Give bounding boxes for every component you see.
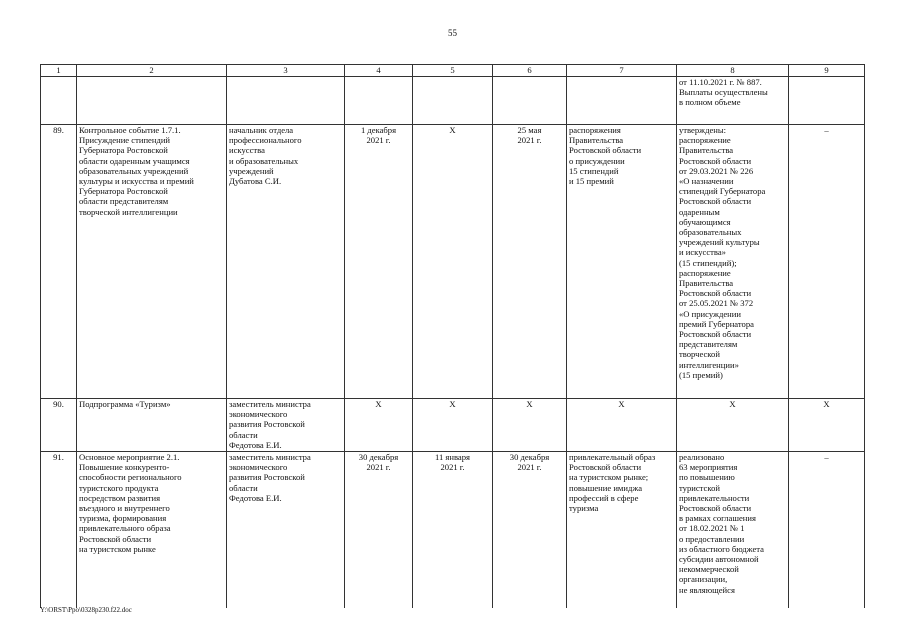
table-cell [677,77,789,125]
table-cell [567,77,677,125]
row-number: 90. [53,399,64,409]
end-date: 25 мая 2021 г. [517,125,542,146]
event-name: Основное мероприятие 2.1. Повышение конкуренто- способности регионального туристского продукта посредством развития въездного и внутреннего туризма, формирования привлекательного образа Ростовской области на туристском рынке [79,452,182,554]
column-header: 9 [789,65,865,77]
report-table [40,64,865,608]
end-date: 30 декабря 2021 г. [509,452,550,473]
note: – [824,125,829,135]
continuation-row [41,77,865,125]
planned-result: привлекательный образ Ростовской области на туристском рынке; повышение имиджа профессий в сфере туризма [569,452,656,514]
column-header: 7 [567,65,677,77]
end-date: Х [526,399,533,409]
column-header: 4 [345,65,413,77]
responsible-person: начальник отдела профессионального искусства и образовательных учреждений Дубатова С.И. [229,125,302,187]
row-number: 89. [53,125,64,135]
table-row [41,399,865,452]
start-date: Х [449,125,456,135]
plan-date: 30 декабря 2021 г. [358,452,399,473]
planned-result: Х [618,399,625,409]
column-header: 5 [413,65,493,77]
event-name: Подпрограмма «Туризм» [79,399,171,409]
column-header: 8 [677,65,789,77]
actual-result: реализовано 63 мероприятия по повышению туристской привлекательности Ростовской области в рамках соглашения от 18.02.2021 № 1 о предоставлении из областного бюджета субсидии автономной некоммерческой организации, не являющейся [679,452,764,595]
footer-file-path: Y:\ORST\Ppo\0328p230.f22.doc [40,606,132,614]
table-cell [789,77,865,125]
table-cell [345,77,413,125]
column-header: 3 [227,65,345,77]
plan-date: 1 декабря 2021 г. [360,125,397,146]
responsible-person: заместитель министра экономического развития Ростовской области Федотова Е.И. [229,452,311,503]
page-number: 55 [448,28,457,38]
column-header: 2 [77,65,227,77]
start-date: Х [449,399,456,409]
planned-result: распоряжения Правительства Ростовской области о присуждении 15 стипендий и 15 премий [569,125,642,187]
table-cell [227,77,345,125]
event-name: Контрольное событие 1.7.1. Присуждение стипендий Губернатора Ростовской области одаренным учащимся образовательных учреждений культуры и искусства и премий Губернатора Ростовской области представителям творческой интеллигенции [79,125,194,217]
column-header: 6 [493,65,567,77]
note: Х [823,399,830,409]
row-number: 91. [53,452,64,462]
start-date: 11 января 2021 г. [435,452,470,473]
plan-date: Х [375,399,382,409]
table-cell [77,77,227,125]
table-header-row [41,65,865,77]
table-row [41,452,865,609]
actual-result: утверждены: распоряжение Правительства Ростовской области от 29.03.2021 № 226 «О назначении стипендий Губернатора Ростовской области одаренным обучающимся образовательных учреждений культуры и искусства» (15 стипендий); распоряжение Правительства Ростовской области от 25.05.2021 № 372 «О присуждении премий Губернатора Ростовской области представителям творческой интеллигенции» (15 премий) [679,125,766,380]
responsible-person: заместитель министра экономического развития Ростовской области Федотова Е.И. [229,399,311,450]
actual-result: Х [729,399,736,409]
table-row [41,125,865,399]
table-cell [41,77,77,125]
table-cell [493,77,567,125]
continuation-result-text: от 11.10.2021 г. № 887. Выплаты осуществлены в полном объеме [679,77,768,108]
table-cell [413,77,493,125]
note: – [824,452,829,462]
column-header: 1 [41,65,77,77]
